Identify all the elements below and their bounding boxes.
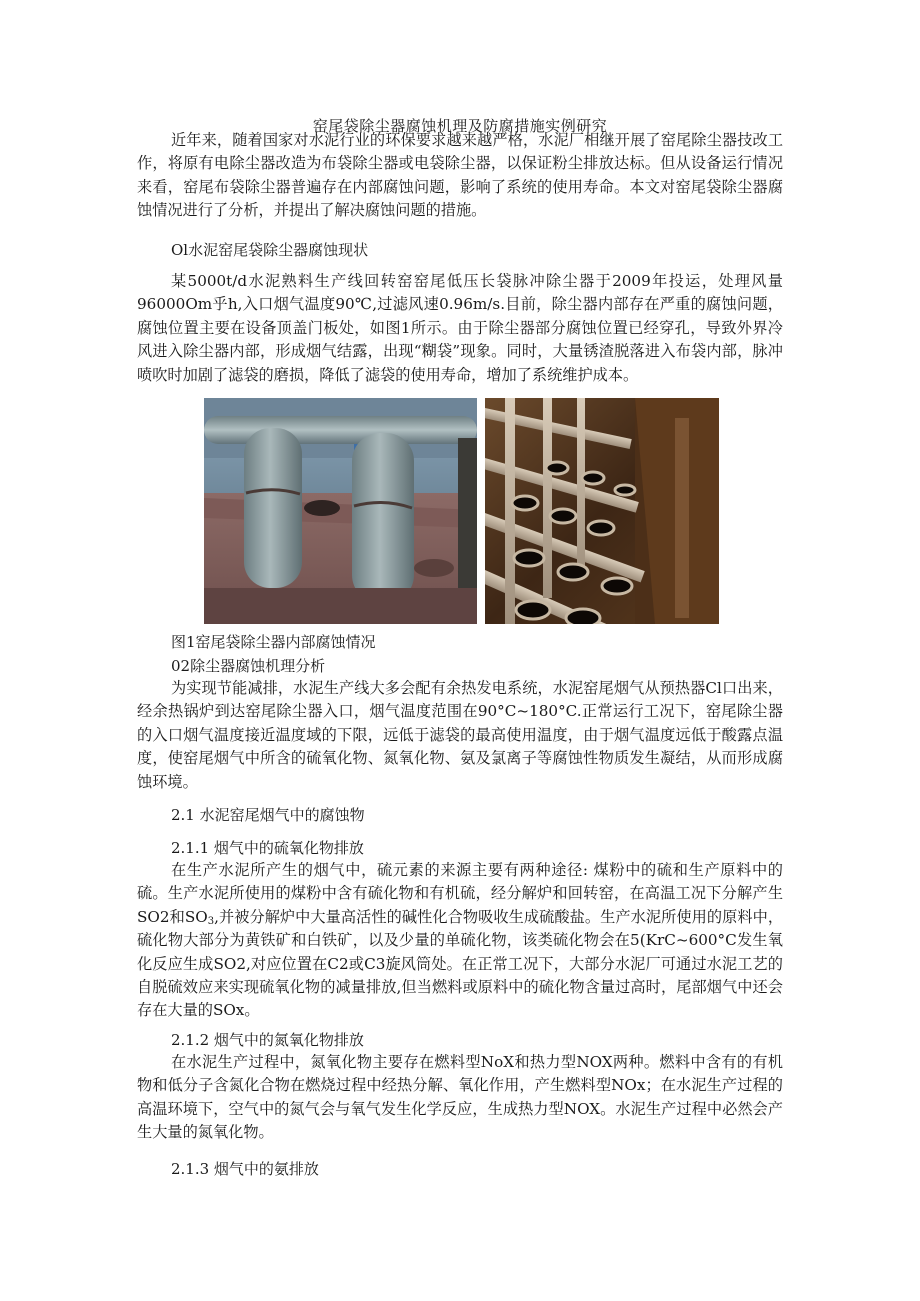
sulfur-text-part-a: 在生产水泥所产生的烟气中，硫元素的来源主要有两种途径: 煤粉中的硫和生产原料中的硫。生产水泥所使用的煤粉中含有硫化物和有机硫，经分解炉和回转窑，在高温工况下分解产生SO2和SO [137,861,783,926]
section2-heading: 02除尘器腐蚀机理分析 [171,657,326,675]
sulfur-text-part-b: ,并被分解炉中大量高活性的碱性化合物吸收生成硫酸盐。生产水泥所使用的原料中，硫化物大部分为黄铁矿和白铁矿，以及少量的单硫化物，该类硫化物会在5(KrC~600°C发生氧化反应生成SO2,对应位置在C2或C3旋风筒处。在正常工况下，大部分水泥厂可通过水泥工艺的自脱硫效应来实现硫氧化物的减量排放,但当燃料或原料中的硫化物含量过高时，尾部烟气中还会存在大量的SOx。 [137,907,784,1020]
section2-paragraph: 为实现节能减排，水泥生产线大多会配有余热发电系统，水泥窑尾烟气从预热器Cl口出来，经余热锅炉到达窑尾除尘器入口，烟气温度范围在90°C~180°C.正常运行工况下，窑尾除尘器的入口烟气温度接近温度域的下限，远低于滤袋的最高使用温度，由于烟气温度远低于酸露点温度，使窑尾烟气中所含的硫氧化物、氮氧化物、氨及氯离子等腐蚀性物质发生凝结，从而形成腐蚀环境。 [137,679,783,791]
corrosion-photo-right [485,398,719,624]
subsection-2-1-2-heading: 2.1.2 烟气中的氮氧化物排放 [171,1031,364,1049]
document-title: 窑尾袋除尘器腐蚀机理及防腐措施实例研究 [312,117,608,135]
so3-subscript: 3 [207,915,215,927]
section1-heading: Ol水泥窑尾袋除尘器腐蚀现状 [171,241,369,259]
subsection-2-1-3-heading: 2.1.3 烟气中的氨排放 [171,1160,319,1178]
corrosion-photo-left [204,398,477,624]
figure1-caption: 图1窑尾袋除尘器内部腐蚀情况 [171,633,376,651]
section1-paragraph: 某5000t/d水泥熟料生产线回转窑窑尾低压长袋脉冲除尘器于2009年投运，处理风量96000Om乎h,入口烟气温度90℃,过滤风速0.96m/s.目前，除尘器内部存在严重的腐蚀问题，腐蚀位置主要在设备顶盖门板处，如图1所示。由于除尘器部分腐蚀位置已经穿孔，导致外界冷风进入除尘器内部，形成烟气结露，出现“糊袋”现象。同时，大量锈渣脱落进入布袋内部，脉冲喷吹时加剧了滤袋的磨损，降低了滤袋的使用寿命，增加了系统维护成本。 [137,272,783,384]
figure1 [204,398,719,624]
intro-paragraph: 近年来，随着国家对水泥行业的环保要求越来越严格，水泥厂相继开展了窑尾除尘器技改工作，将原有电除尘器改造为布袋除尘器或电袋除尘器，以保证粉尘排放达标。但从设备运行情况来看，窑尾布袋除尘器普遍存在内部腐蚀问题，影响了系统的使用寿命。本文对窑尾袋除尘器腐蚀情况进行了分析，并提出了解决腐蚀问题的措施。 [137,131,783,220]
subsection-2-1-heading: 2.1 水泥窑尾烟气中的腐蚀物 [171,806,365,824]
subsection-2-1-1-heading: 2.1.1 烟气中的硫氧化物排放 [171,839,364,857]
subsection-2-1-2-paragraph: 在水泥生产过程中，氮氧化物主要存在燃料型NoX和热力型NOX两种。燃料中含有的有机物和低分子含氮化合物在燃烧过程中经热分解、氧化作用，产生燃料型NOx；在水泥生产过程的高温环境下，空气中的氮气会与氧气发生化学反应，生成热力型NOX。水泥生产过程中必然会产生大量的氮氧化物。 [137,1053,783,1142]
subsection-2-1-1-paragraph [137,859,783,1023]
